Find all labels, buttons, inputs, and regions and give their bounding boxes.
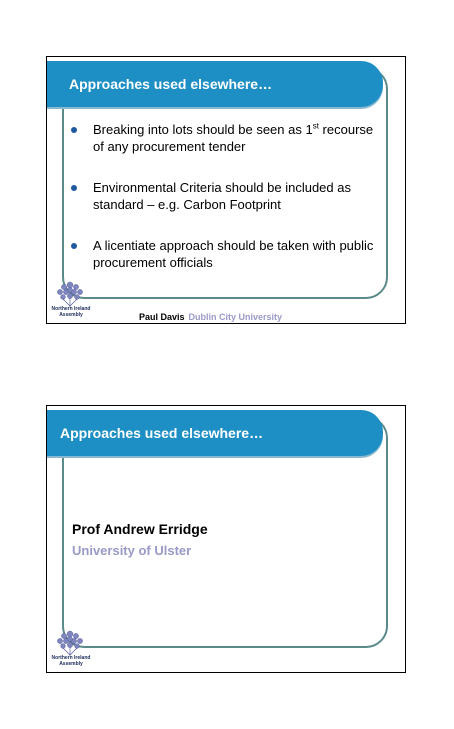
assembly-logo [50,630,90,670]
bullet-text: A licentiate approach should be taken with public procurement officials [93,238,374,270]
footer [139,312,282,322]
logo-text [50,655,92,667]
bullet-dot-icon [71,185,77,191]
bullet-dot-icon [71,127,77,133]
bullet-dot-icon [71,243,77,249]
footer-presenter: Paul Davis [139,312,185,322]
logo-line-2: Assembly [59,661,83,667]
flax-flower-icon [55,630,85,656]
slide-1 [46,56,406,324]
slide-2 [46,405,406,673]
bullet-text: Breaking into lots should be seen as 1 [93,122,313,137]
assembly-logo [50,281,90,321]
bullet-item [71,179,381,213]
bullet-item [71,121,381,155]
speaker-block [72,519,208,561]
bullet-superscript: st [312,121,319,131]
bullet-item [71,237,381,271]
speaker-name: Prof Andrew Erridge [72,521,208,537]
speaker-organization: University of Ulster [72,543,192,558]
logo-line-1: Northern Ireland [51,655,91,661]
footer-organization: Dublin City University [188,312,283,322]
title-bar [47,61,383,107]
slide-title: Approaches used elsewhere… [69,76,273,92]
logo-text [50,306,92,318]
bullet-text-continued: recourse of any procurement tender [93,122,374,154]
slide-title: Approaches used elsewhere… [60,425,264,441]
title-bar [47,410,383,456]
logo-line-1: Northern Ireland [51,306,91,312]
logo-line-2: Assembly [59,312,83,318]
bullet-text: Environmental Criteria should be included as standard – e.g. Carbon Footprint [93,180,351,212]
flax-flower-icon [55,281,85,307]
bullet-list [71,121,381,295]
